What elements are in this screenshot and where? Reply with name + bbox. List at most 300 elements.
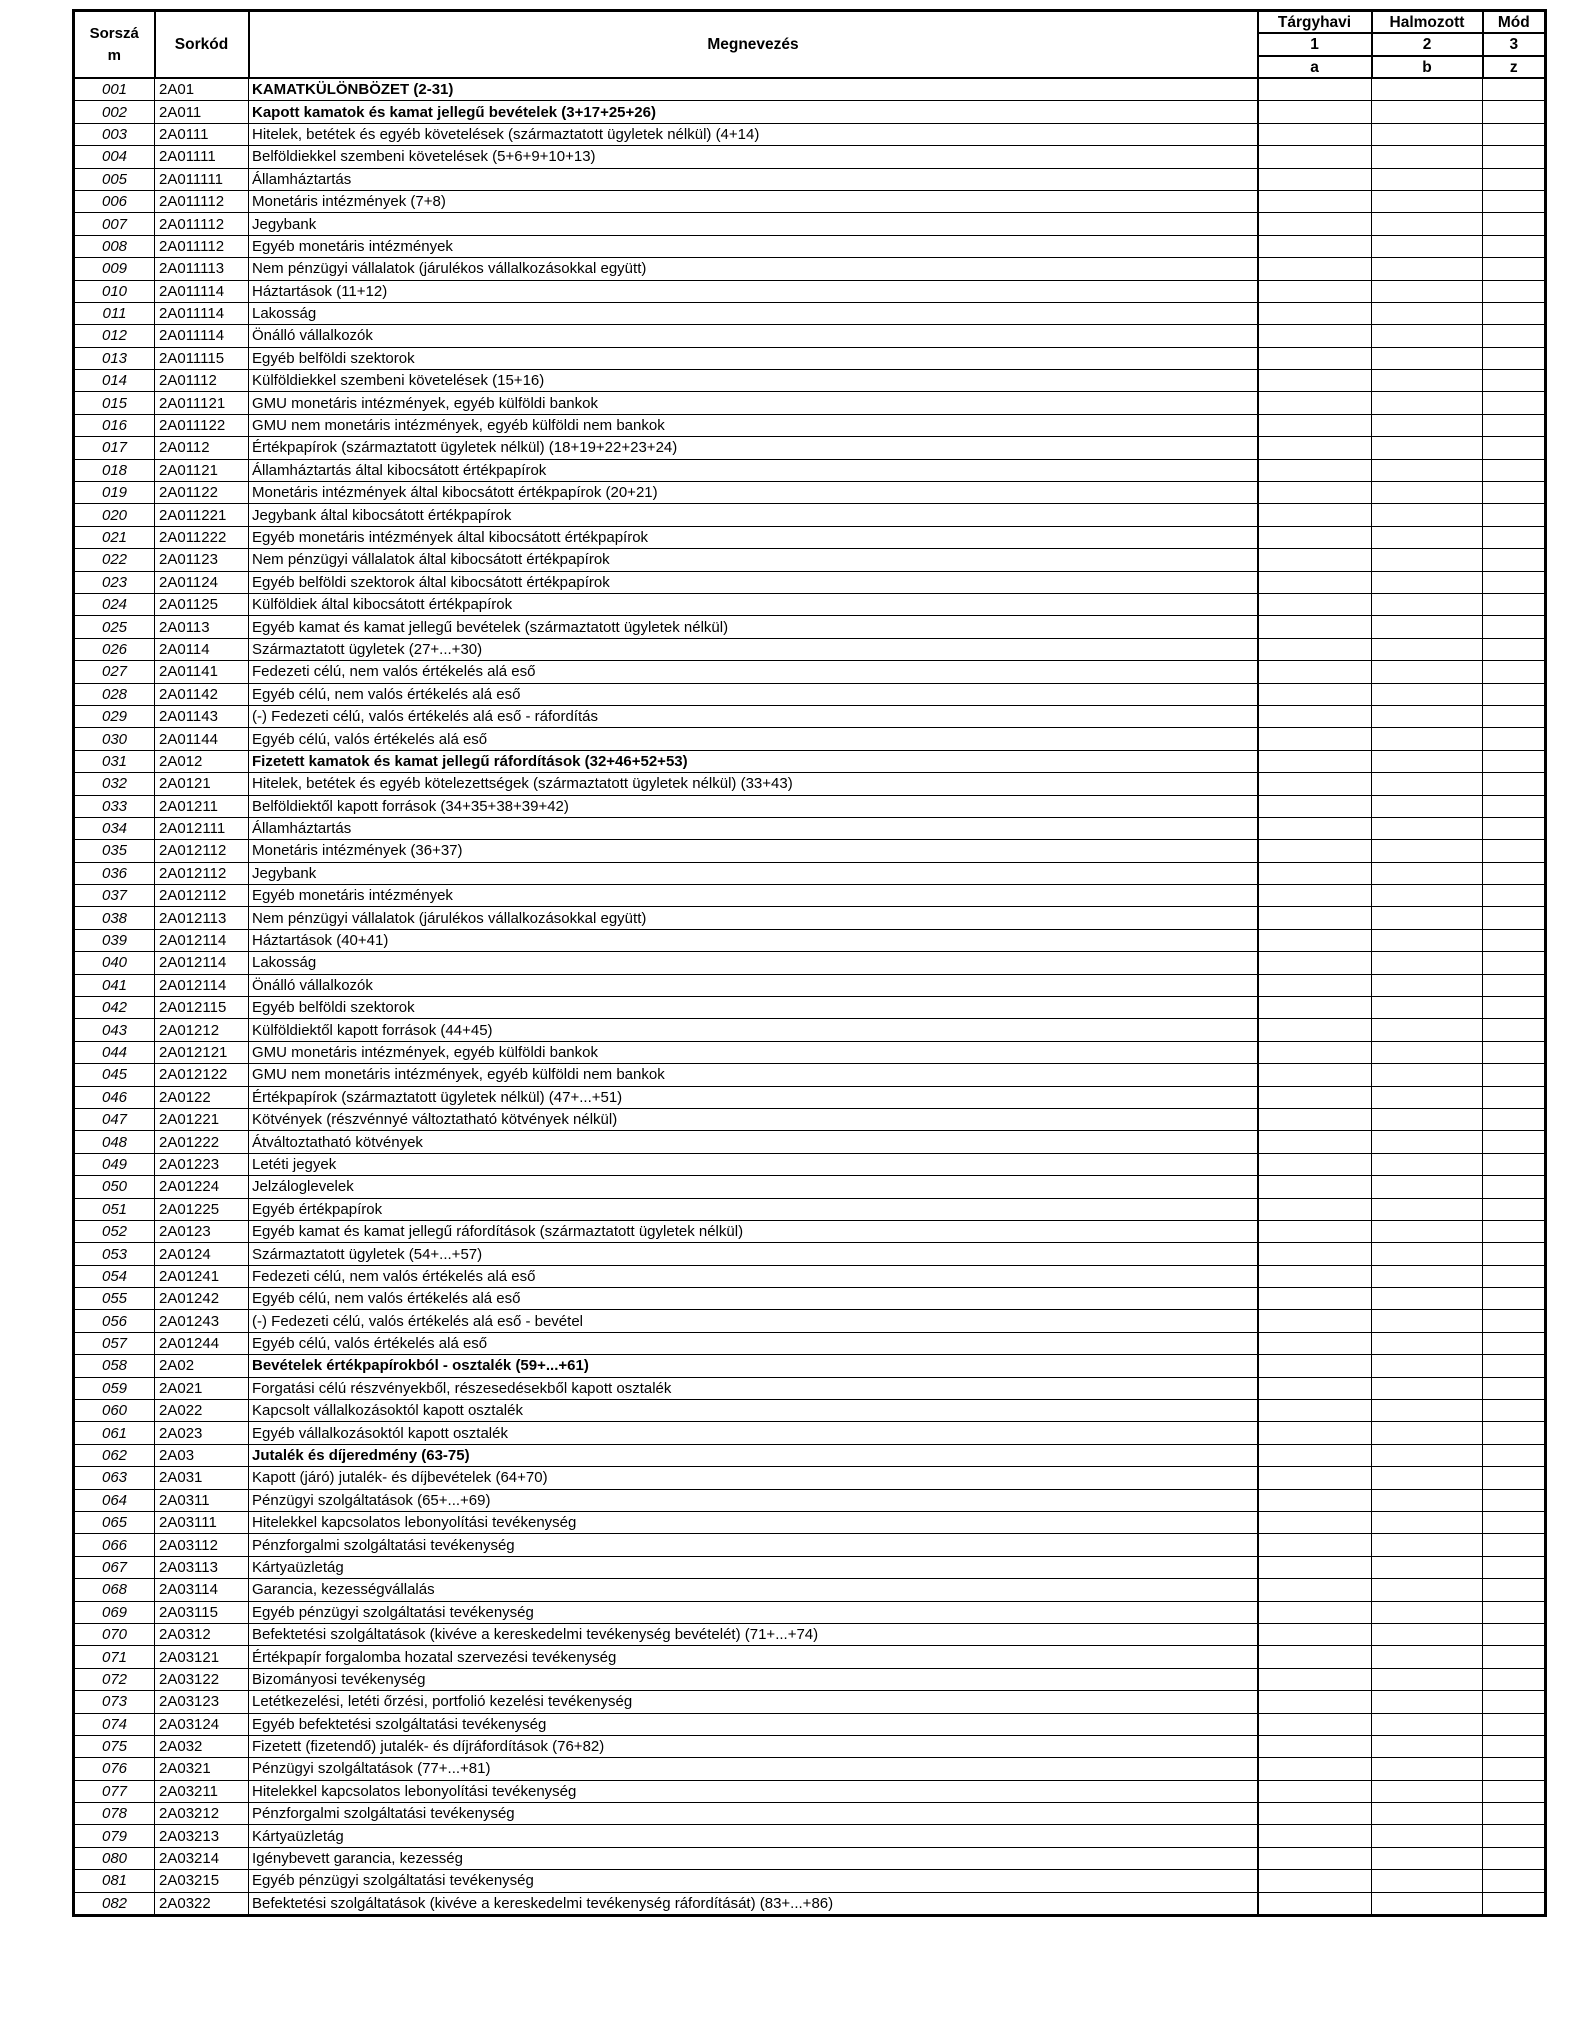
row-name: Egyéb célú, nem valós értékelés alá eső bbox=[249, 683, 1258, 705]
value-cell-halmozott[interactable] bbox=[1372, 1176, 1483, 1198]
value-cell-halmozott[interactable] bbox=[1372, 1780, 1483, 1802]
value-cell-halmozott[interactable] bbox=[1372, 571, 1483, 593]
value-cell-mod[interactable] bbox=[1483, 1534, 1546, 1556]
value-cell-mod[interactable] bbox=[1483, 728, 1546, 750]
table-row bbox=[74, 123, 1546, 145]
value-cell-mod[interactable] bbox=[1483, 750, 1546, 772]
value-cell-mod[interactable] bbox=[1483, 235, 1546, 257]
value-cell-halmozott[interactable] bbox=[1372, 1444, 1483, 1466]
value-cell-targyhavi[interactable] bbox=[1258, 929, 1372, 951]
value-cell-mod[interactable] bbox=[1483, 773, 1546, 795]
table-row bbox=[74, 1332, 1546, 1354]
row-number: 053 bbox=[74, 1243, 155, 1265]
value-cell-targyhavi[interactable] bbox=[1258, 1870, 1372, 1892]
value-cell-halmozott[interactable] bbox=[1372, 1668, 1483, 1690]
table-row bbox=[74, 1534, 1546, 1556]
value-cell-halmozott[interactable] bbox=[1372, 1131, 1483, 1153]
value-cell-mod[interactable] bbox=[1483, 1646, 1546, 1668]
value-cell-mod[interactable] bbox=[1483, 840, 1546, 862]
value-cell-halmozott[interactable] bbox=[1372, 1265, 1483, 1287]
table-row bbox=[74, 907, 1546, 929]
row-name: Nem pénzügyi vállalatok által kibocsátott értékpapírok bbox=[249, 549, 1258, 571]
value-cell-mod[interactable] bbox=[1483, 593, 1546, 615]
value-cell-mod[interactable] bbox=[1483, 1556, 1546, 1578]
value-cell-halmozott[interactable] bbox=[1372, 1220, 1483, 1242]
value-cell-targyhavi[interactable] bbox=[1258, 773, 1372, 795]
value-cell-mod[interactable] bbox=[1483, 123, 1546, 145]
value-cell-halmozott[interactable] bbox=[1372, 235, 1483, 257]
table-row bbox=[74, 1892, 1546, 1915]
value-cell-targyhavi[interactable] bbox=[1258, 504, 1372, 526]
value-cell-halmozott[interactable] bbox=[1372, 459, 1483, 481]
value-cell-mod[interactable] bbox=[1483, 1601, 1546, 1623]
value-cell-halmozott[interactable] bbox=[1372, 1556, 1483, 1578]
value-cell-mod[interactable] bbox=[1483, 504, 1546, 526]
value-cell-targyhavi[interactable] bbox=[1258, 593, 1372, 615]
value-cell-mod[interactable] bbox=[1483, 1579, 1546, 1601]
value-cell-mod[interactable] bbox=[1483, 1444, 1546, 1466]
value-cell-halmozott[interactable] bbox=[1372, 123, 1483, 145]
value-cell-mod[interactable] bbox=[1483, 862, 1546, 884]
value-cell-targyhavi[interactable] bbox=[1258, 616, 1372, 638]
table-row bbox=[74, 728, 1546, 750]
value-cell-halmozott[interactable] bbox=[1372, 907, 1483, 929]
header-col-letter-z: z bbox=[1483, 56, 1546, 78]
row-code: 2A0322 bbox=[155, 1892, 249, 1915]
value-cell-halmozott[interactable] bbox=[1372, 750, 1483, 772]
value-cell-halmozott[interactable] bbox=[1372, 1041, 1483, 1063]
value-cell-halmozott[interactable] bbox=[1372, 504, 1483, 526]
value-cell-halmozott[interactable] bbox=[1372, 840, 1483, 862]
value-cell-halmozott[interactable] bbox=[1372, 1870, 1483, 1892]
value-cell-targyhavi[interactable] bbox=[1258, 571, 1372, 593]
row-name: Pénzügyi szolgáltatások (65+...+69) bbox=[249, 1489, 1258, 1511]
value-cell-halmozott[interactable] bbox=[1372, 1064, 1483, 1086]
value-cell-mod[interactable] bbox=[1483, 616, 1546, 638]
value-cell-halmozott[interactable] bbox=[1372, 862, 1483, 884]
value-cell-targyhavi[interactable] bbox=[1258, 1288, 1372, 1310]
value-cell-halmozott[interactable] bbox=[1372, 526, 1483, 548]
value-cell-targyhavi[interactable] bbox=[1258, 1086, 1372, 1108]
value-cell-targyhavi[interactable] bbox=[1258, 101, 1372, 123]
value-cell-halmozott[interactable] bbox=[1372, 213, 1483, 235]
value-cell-mod[interactable] bbox=[1483, 1623, 1546, 1645]
value-cell-targyhavi[interactable] bbox=[1258, 280, 1372, 302]
value-cell-targyhavi[interactable] bbox=[1258, 1108, 1372, 1130]
value-cell-mod[interactable] bbox=[1483, 1512, 1546, 1534]
value-cell-halmozott[interactable] bbox=[1372, 1467, 1483, 1489]
value-cell-halmozott[interactable] bbox=[1372, 929, 1483, 951]
value-cell-halmozott[interactable] bbox=[1372, 1198, 1483, 1220]
value-cell-halmozott[interactable] bbox=[1372, 101, 1483, 123]
value-cell-mod[interactable] bbox=[1483, 1288, 1546, 1310]
value-cell-targyhavi[interactable] bbox=[1258, 392, 1372, 414]
value-cell-targyhavi[interactable] bbox=[1258, 795, 1372, 817]
value-cell-mod[interactable] bbox=[1483, 1892, 1546, 1915]
value-cell-targyhavi[interactable] bbox=[1258, 235, 1372, 257]
value-cell-targyhavi[interactable] bbox=[1258, 728, 1372, 750]
value-cell-targyhavi[interactable] bbox=[1258, 1803, 1372, 1825]
value-cell-mod[interactable] bbox=[1483, 1377, 1546, 1399]
row-code: 2A011122 bbox=[155, 414, 249, 436]
value-cell-targyhavi[interactable] bbox=[1258, 549, 1372, 571]
table-row bbox=[74, 638, 1546, 660]
value-cell-halmozott[interactable] bbox=[1372, 1355, 1483, 1377]
row-code: 2A03215 bbox=[155, 1870, 249, 1892]
value-cell-targyhavi[interactable] bbox=[1258, 907, 1372, 929]
header-sorkod: Sorkód bbox=[155, 11, 249, 79]
value-cell-mod[interactable] bbox=[1483, 1489, 1546, 1511]
value-cell-mod[interactable] bbox=[1483, 146, 1546, 168]
value-cell-mod[interactable] bbox=[1483, 370, 1546, 392]
value-cell-halmozott[interactable] bbox=[1372, 370, 1483, 392]
value-cell-mod[interactable] bbox=[1483, 1332, 1546, 1354]
value-cell-mod[interactable] bbox=[1483, 1758, 1546, 1780]
value-cell-mod[interactable] bbox=[1483, 213, 1546, 235]
value-cell-mod[interactable] bbox=[1483, 1735, 1546, 1757]
value-cell-mod[interactable] bbox=[1483, 1198, 1546, 1220]
value-cell-halmozott[interactable] bbox=[1372, 1512, 1483, 1534]
value-cell-mod[interactable] bbox=[1483, 526, 1546, 548]
value-cell-halmozott[interactable] bbox=[1372, 1623, 1483, 1645]
row-code: 2A03213 bbox=[155, 1825, 249, 1847]
row-number: 013 bbox=[74, 347, 155, 369]
value-cell-targyhavi[interactable] bbox=[1258, 190, 1372, 212]
value-cell-targyhavi[interactable] bbox=[1258, 347, 1372, 369]
value-cell-mod[interactable] bbox=[1483, 1265, 1546, 1287]
value-cell-halmozott[interactable] bbox=[1372, 258, 1483, 280]
value-cell-halmozott[interactable] bbox=[1372, 1534, 1483, 1556]
value-cell-halmozott[interactable] bbox=[1372, 1713, 1483, 1735]
value-cell-targyhavi[interactable] bbox=[1258, 1041, 1372, 1063]
value-cell-halmozott[interactable] bbox=[1372, 392, 1483, 414]
value-cell-halmozott[interactable] bbox=[1372, 1803, 1483, 1825]
value-cell-halmozott[interactable] bbox=[1372, 1825, 1483, 1847]
value-cell-targyhavi[interactable] bbox=[1258, 974, 1372, 996]
value-cell-halmozott[interactable] bbox=[1372, 549, 1483, 571]
value-cell-mod[interactable] bbox=[1483, 1825, 1546, 1847]
value-cell-mod[interactable] bbox=[1483, 347, 1546, 369]
value-cell-targyhavi[interactable] bbox=[1258, 1400, 1372, 1422]
value-cell-targyhavi[interactable] bbox=[1258, 705, 1372, 727]
value-cell-mod[interactable] bbox=[1483, 1131, 1546, 1153]
value-cell-targyhavi[interactable] bbox=[1258, 1332, 1372, 1354]
value-cell-mod[interactable] bbox=[1483, 325, 1546, 347]
value-cell-mod[interactable] bbox=[1483, 78, 1546, 101]
value-cell-targyhavi[interactable] bbox=[1258, 1825, 1372, 1847]
table-row bbox=[74, 549, 1546, 571]
value-cell-halmozott[interactable] bbox=[1372, 952, 1483, 974]
value-cell-mod[interactable] bbox=[1483, 1019, 1546, 1041]
value-cell-targyhavi[interactable] bbox=[1258, 370, 1372, 392]
value-cell-targyhavi[interactable] bbox=[1258, 1467, 1372, 1489]
value-cell-mod[interactable] bbox=[1483, 1176, 1546, 1198]
value-cell-mod[interactable] bbox=[1483, 683, 1546, 705]
value-cell-halmozott[interactable] bbox=[1372, 347, 1483, 369]
value-cell-halmozott[interactable] bbox=[1372, 997, 1483, 1019]
row-number: 067 bbox=[74, 1556, 155, 1578]
row-name: Egyéb kamat és kamat jellegű ráfordítások (származtatott ügyletek nélkül) bbox=[249, 1220, 1258, 1242]
value-cell-halmozott[interactable] bbox=[1372, 1691, 1483, 1713]
value-cell-halmozott[interactable] bbox=[1372, 1019, 1483, 1041]
row-name: Fizetett kamatok és kamat jellegű ráfordítások (32+46+52+53) bbox=[249, 750, 1258, 772]
value-cell-targyhavi[interactable] bbox=[1258, 482, 1372, 504]
row-name: Egyéb belföldi szektorok által kibocsátott értékpapírok bbox=[249, 571, 1258, 593]
table-row bbox=[74, 1400, 1546, 1422]
value-cell-mod[interactable] bbox=[1483, 974, 1546, 996]
value-cell-halmozott[interactable] bbox=[1372, 190, 1483, 212]
value-cell-targyhavi[interactable] bbox=[1258, 1579, 1372, 1601]
row-code: 2A0321 bbox=[155, 1758, 249, 1780]
row-number: 030 bbox=[74, 728, 155, 750]
value-cell-mod[interactable] bbox=[1483, 549, 1546, 571]
value-cell-targyhavi[interactable] bbox=[1258, 1265, 1372, 1287]
value-cell-halmozott[interactable] bbox=[1372, 1400, 1483, 1422]
value-cell-mod[interactable] bbox=[1483, 907, 1546, 929]
value-cell-halmozott[interactable] bbox=[1372, 728, 1483, 750]
value-cell-mod[interactable] bbox=[1483, 392, 1546, 414]
value-cell-targyhavi[interactable] bbox=[1258, 1422, 1372, 1444]
value-cell-targyhavi[interactable] bbox=[1258, 1691, 1372, 1713]
value-cell-mod[interactable] bbox=[1483, 1803, 1546, 1825]
value-cell-halmozott[interactable] bbox=[1372, 1892, 1483, 1915]
value-cell-mod[interactable] bbox=[1483, 414, 1546, 436]
value-cell-halmozott[interactable] bbox=[1372, 1646, 1483, 1668]
value-cell-targyhavi[interactable] bbox=[1258, 123, 1372, 145]
row-name: Egyéb pénzügyi szolgáltatási tevékenység bbox=[249, 1870, 1258, 1892]
value-cell-targyhavi[interactable] bbox=[1258, 213, 1372, 235]
value-cell-targyhavi[interactable] bbox=[1258, 997, 1372, 1019]
value-cell-halmozott[interactable] bbox=[1372, 795, 1483, 817]
value-cell-targyhavi[interactable] bbox=[1258, 437, 1372, 459]
value-cell-targyhavi[interactable] bbox=[1258, 1198, 1372, 1220]
value-cell-mod[interactable] bbox=[1483, 1243, 1546, 1265]
row-code: 2A03113 bbox=[155, 1556, 249, 1578]
value-cell-halmozott[interactable] bbox=[1372, 661, 1483, 683]
value-cell-targyhavi[interactable] bbox=[1258, 1176, 1372, 1198]
value-cell-targyhavi[interactable] bbox=[1258, 817, 1372, 839]
value-cell-targyhavi[interactable] bbox=[1258, 78, 1372, 101]
value-cell-targyhavi[interactable] bbox=[1258, 1892, 1372, 1915]
value-cell-halmozott[interactable] bbox=[1372, 168, 1483, 190]
value-cell-halmozott[interactable] bbox=[1372, 638, 1483, 660]
header-col-num-1: 1 bbox=[1258, 33, 1372, 56]
value-cell-halmozott[interactable] bbox=[1372, 1579, 1483, 1601]
value-cell-targyhavi[interactable] bbox=[1258, 683, 1372, 705]
value-cell-targyhavi[interactable] bbox=[1258, 1377, 1372, 1399]
value-cell-targyhavi[interactable] bbox=[1258, 750, 1372, 772]
row-name: Átváltoztatható kötvények bbox=[249, 1131, 1258, 1153]
value-cell-targyhavi[interactable] bbox=[1258, 1512, 1372, 1534]
value-cell-halmozott[interactable] bbox=[1372, 885, 1483, 907]
value-cell-targyhavi[interactable] bbox=[1258, 1243, 1372, 1265]
value-cell-mod[interactable] bbox=[1483, 1847, 1546, 1869]
row-number: 009 bbox=[74, 258, 155, 280]
value-cell-mod[interactable] bbox=[1483, 1086, 1546, 1108]
value-cell-targyhavi[interactable] bbox=[1258, 1444, 1372, 1466]
value-cell-mod[interactable] bbox=[1483, 817, 1546, 839]
value-cell-mod[interactable] bbox=[1483, 1064, 1546, 1086]
value-cell-mod[interactable] bbox=[1483, 168, 1546, 190]
value-cell-halmozott[interactable] bbox=[1372, 1108, 1483, 1130]
value-cell-targyhavi[interactable] bbox=[1258, 1556, 1372, 1578]
value-cell-halmozott[interactable] bbox=[1372, 1086, 1483, 1108]
value-cell-mod[interactable] bbox=[1483, 952, 1546, 974]
value-cell-targyhavi[interactable] bbox=[1258, 1668, 1372, 1690]
value-cell-mod[interactable] bbox=[1483, 997, 1546, 1019]
value-cell-halmozott[interactable] bbox=[1372, 482, 1483, 504]
value-cell-halmozott[interactable] bbox=[1372, 146, 1483, 168]
value-cell-targyhavi[interactable] bbox=[1258, 1623, 1372, 1645]
value-cell-targyhavi[interactable] bbox=[1258, 840, 1372, 862]
table-row bbox=[74, 78, 1546, 101]
value-cell-targyhavi[interactable] bbox=[1258, 459, 1372, 481]
row-code: 2A01224 bbox=[155, 1176, 249, 1198]
value-cell-mod[interactable] bbox=[1483, 1220, 1546, 1242]
value-cell-halmozott[interactable] bbox=[1372, 325, 1483, 347]
value-cell-mod[interactable] bbox=[1483, 571, 1546, 593]
value-cell-mod[interactable] bbox=[1483, 885, 1546, 907]
value-cell-targyhavi[interactable] bbox=[1258, 1534, 1372, 1556]
value-cell-targyhavi[interactable] bbox=[1258, 1713, 1372, 1735]
value-cell-halmozott[interactable] bbox=[1372, 1153, 1483, 1175]
row-name: Kártyaüzletág bbox=[249, 1556, 1258, 1578]
value-cell-targyhavi[interactable] bbox=[1258, 1310, 1372, 1332]
value-cell-mod[interactable] bbox=[1483, 190, 1546, 212]
value-cell-mod[interactable] bbox=[1483, 1422, 1546, 1444]
value-cell-halmozott[interactable] bbox=[1372, 1601, 1483, 1623]
table-row bbox=[74, 146, 1546, 168]
value-cell-halmozott[interactable] bbox=[1372, 616, 1483, 638]
value-cell-mod[interactable] bbox=[1483, 1355, 1546, 1377]
value-cell-mod[interactable] bbox=[1483, 1691, 1546, 1713]
value-cell-mod[interactable] bbox=[1483, 638, 1546, 660]
value-cell-halmozott[interactable] bbox=[1372, 974, 1483, 996]
row-code: 2A01143 bbox=[155, 705, 249, 727]
value-cell-targyhavi[interactable] bbox=[1258, 1019, 1372, 1041]
value-cell-mod[interactable] bbox=[1483, 1780, 1546, 1802]
value-cell-targyhavi[interactable] bbox=[1258, 146, 1372, 168]
value-cell-targyhavi[interactable] bbox=[1258, 526, 1372, 548]
value-cell-halmozott[interactable] bbox=[1372, 683, 1483, 705]
value-cell-targyhavi[interactable] bbox=[1258, 885, 1372, 907]
table-row bbox=[74, 482, 1546, 504]
value-cell-targyhavi[interactable] bbox=[1258, 258, 1372, 280]
value-cell-mod[interactable] bbox=[1483, 258, 1546, 280]
value-cell-halmozott[interactable] bbox=[1372, 280, 1483, 302]
table-row bbox=[74, 1288, 1546, 1310]
table-row bbox=[74, 1623, 1546, 1645]
value-cell-halmozott[interactable] bbox=[1372, 1847, 1483, 1869]
value-cell-halmozott[interactable] bbox=[1372, 705, 1483, 727]
row-name: Bizományosi tevékenység bbox=[249, 1668, 1258, 1690]
value-cell-mod[interactable] bbox=[1483, 1467, 1546, 1489]
row-name: Háztartások (40+41) bbox=[249, 929, 1258, 951]
value-cell-halmozott[interactable] bbox=[1372, 1310, 1483, 1332]
value-cell-targyhavi[interactable] bbox=[1258, 1489, 1372, 1511]
value-cell-halmozott[interactable] bbox=[1372, 437, 1483, 459]
row-name: Egyéb monetáris intézmények által kibocsátott értékpapírok bbox=[249, 526, 1258, 548]
value-cell-halmozott[interactable] bbox=[1372, 1758, 1483, 1780]
value-cell-halmozott[interactable] bbox=[1372, 773, 1483, 795]
value-cell-halmozott[interactable] bbox=[1372, 1489, 1483, 1511]
value-cell-mod[interactable] bbox=[1483, 1153, 1546, 1175]
value-cell-mod[interactable] bbox=[1483, 302, 1546, 324]
value-cell-targyhavi[interactable] bbox=[1258, 638, 1372, 660]
value-cell-mod[interactable] bbox=[1483, 1310, 1546, 1332]
row-number: 069 bbox=[74, 1601, 155, 1623]
value-cell-targyhavi[interactable] bbox=[1258, 1131, 1372, 1153]
value-cell-targyhavi[interactable] bbox=[1258, 661, 1372, 683]
row-name: Bevételek értékpapírokból - osztalék (59+...+61) bbox=[249, 1355, 1258, 1377]
value-cell-mod[interactable] bbox=[1483, 705, 1546, 727]
row-number: 014 bbox=[74, 370, 155, 392]
value-cell-halmozott[interactable] bbox=[1372, 1422, 1483, 1444]
value-cell-targyhavi[interactable] bbox=[1258, 1735, 1372, 1757]
value-cell-targyhavi[interactable] bbox=[1258, 325, 1372, 347]
value-cell-targyhavi[interactable] bbox=[1258, 862, 1372, 884]
value-cell-mod[interactable] bbox=[1483, 101, 1546, 123]
value-cell-mod[interactable] bbox=[1483, 437, 1546, 459]
value-cell-mod[interactable] bbox=[1483, 280, 1546, 302]
value-cell-targyhavi[interactable] bbox=[1258, 1153, 1372, 1175]
table-row bbox=[74, 1467, 1546, 1489]
value-cell-targyhavi[interactable] bbox=[1258, 952, 1372, 974]
value-cell-halmozott[interactable] bbox=[1372, 78, 1483, 101]
row-number: 039 bbox=[74, 929, 155, 951]
value-cell-mod[interactable] bbox=[1483, 1108, 1546, 1130]
value-cell-targyhavi[interactable] bbox=[1258, 1646, 1372, 1668]
value-cell-targyhavi[interactable] bbox=[1258, 1758, 1372, 1780]
value-cell-targyhavi[interactable] bbox=[1258, 414, 1372, 436]
value-cell-mod[interactable] bbox=[1483, 1668, 1546, 1690]
value-cell-mod[interactable] bbox=[1483, 459, 1546, 481]
value-cell-targyhavi[interactable] bbox=[1258, 1220, 1372, 1242]
value-cell-mod[interactable] bbox=[1483, 482, 1546, 504]
value-cell-mod[interactable] bbox=[1483, 661, 1546, 683]
value-cell-halmozott[interactable] bbox=[1372, 593, 1483, 615]
value-cell-mod[interactable] bbox=[1483, 1400, 1546, 1422]
value-cell-mod[interactable] bbox=[1483, 1041, 1546, 1063]
value-cell-targyhavi[interactable] bbox=[1258, 1847, 1372, 1869]
row-code: 2A01212 bbox=[155, 1019, 249, 1041]
value-cell-halmozott[interactable] bbox=[1372, 1377, 1483, 1399]
value-cell-halmozott[interactable] bbox=[1372, 1332, 1483, 1354]
table-row bbox=[74, 1646, 1546, 1668]
value-cell-targyhavi[interactable] bbox=[1258, 302, 1372, 324]
value-cell-mod[interactable] bbox=[1483, 1713, 1546, 1735]
value-cell-mod[interactable] bbox=[1483, 795, 1546, 817]
value-cell-halmozott[interactable] bbox=[1372, 1735, 1483, 1757]
row-number: 040 bbox=[74, 952, 155, 974]
value-cell-targyhavi[interactable] bbox=[1258, 1064, 1372, 1086]
header-col-letter-b: b bbox=[1372, 56, 1483, 78]
row-code: 2A01122 bbox=[155, 482, 249, 504]
value-cell-targyhavi[interactable] bbox=[1258, 1780, 1372, 1802]
value-cell-halmozott[interactable] bbox=[1372, 1288, 1483, 1310]
value-cell-targyhavi[interactable] bbox=[1258, 168, 1372, 190]
value-cell-mod[interactable] bbox=[1483, 1870, 1546, 1892]
value-cell-halmozott[interactable] bbox=[1372, 817, 1483, 839]
value-cell-mod[interactable] bbox=[1483, 929, 1546, 951]
value-cell-halmozott[interactable] bbox=[1372, 1243, 1483, 1265]
value-cell-halmozott[interactable] bbox=[1372, 302, 1483, 324]
value-cell-targyhavi[interactable] bbox=[1258, 1355, 1372, 1377]
value-cell-halmozott[interactable] bbox=[1372, 414, 1483, 436]
row-code: 2A01111 bbox=[155, 146, 249, 168]
value-cell-targyhavi[interactable] bbox=[1258, 1601, 1372, 1623]
table-row bbox=[74, 280, 1546, 302]
